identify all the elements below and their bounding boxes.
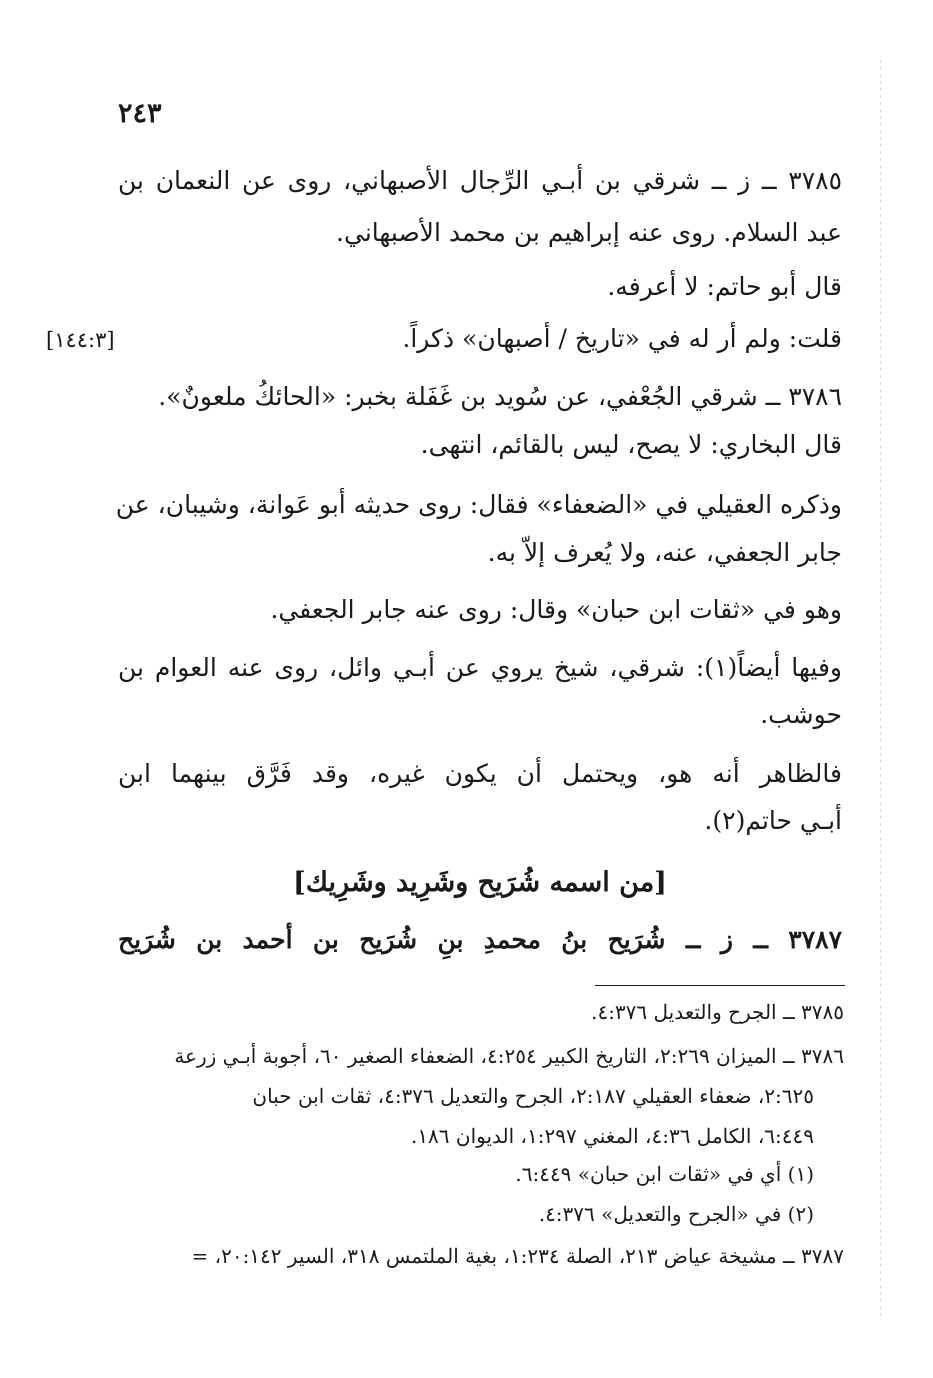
- entry-3786-bukhari: قال البخاري: لا يصح، ليس بالقائم، انتهى.: [420, 430, 842, 459]
- entry-3786-line-1: ٣٧٨٦ ــ شرقي الجُعْفي، عن سُويد بن غَفَلة بخبر: «الحائكُ ملعونٌ».: [158, 382, 842, 411]
- footnote-3785: ٣٧٨٥ ــ الجرح والتعديل ٤:٣٧٦.: [591, 1000, 844, 1024]
- footnote-3786-line-3: ٦:٤٤٩، الكامل ٤:٣٦، المغني ١:٢٩٧، الديوان ١٨٦.: [410, 1124, 814, 1148]
- entry-3786-ibn-hibban: وهو في «ثقات ابن حبان» وقال: روى عنه جابر الجعفي.: [270, 595, 842, 624]
- footnote-3786-line-2: ٢:٦٢٥، ضعفاء العقيلي ٢:١٨٧، الجرح والتعديل ٤:٣٧٦، ثقات ابن حبان: [252, 1084, 814, 1108]
- entry-3786-uqayli-2: جابر الجعفي، عنه، ولا يُعرف إلاّ به.: [487, 538, 842, 567]
- entry-3785-line-2: عبد السلام. روى عنه إبراهيم بن محمد الأصبهاني.: [336, 218, 842, 247]
- footnote-marker-1: (١) أي في «ثقات ابن حبان» ٦:٤٤٩.: [515, 1162, 814, 1186]
- footnote-rule: [595, 985, 845, 986]
- entry-3785-note: قلت: ولم أر له في «تاريخ / أصبهان» ذكراً.: [402, 324, 842, 353]
- footnote-3787: ٣٧٨٧ ــ مشيخة عياض ٢١٣، الصلة ١:٢٣٤، بغية الملتمس ٣١٨، السير ٢٠:١٤٢، =: [191, 1244, 844, 1268]
- entry-3786-also-1: وفيها أيضاً(١): شرقي، شيخ يروي عن أبـي وائل، روى عنه العوام بن: [118, 653, 843, 682]
- page-number: ٢٤٣: [118, 98, 162, 129]
- entry-3787-line-1: ٣٧٨٧ ــ ز ــ شُرَيح بنُ محمدِ بنِ شُرَيح بن أحمد بن شُرَيح: [118, 925, 842, 954]
- footnote-marker-2: (٢) في «الجرح والتعديل» ٤:٣٧٦.: [538, 1202, 814, 1226]
- entry-3785-line-1: ٣٧٨٥ ــ ز ــ شرقي بن أبـي الرِّجال الأصبهاني، روى عن النعمان بن: [118, 166, 842, 195]
- margin-reference: [١٤٤:٣]: [46, 328, 115, 352]
- entry-3785-abu-hatim: قال أبو حاتم: لا أعرفه.: [607, 272, 842, 301]
- page-edge-shadow: [880, 60, 881, 1320]
- entry-3786-apparent-1: فالظاهر أنه هو، ويحتمل أن يكون غيره، وقد فَرَّق بينهما ابن: [118, 759, 842, 788]
- entry-3786-uqayli-1: وذكره العقيلي في «الضعفاء» فقال: روى حديثه أبو عَوانة، وشيبان، عن: [115, 490, 842, 519]
- section-heading: [من اسمه شُرَيح وشَرِيد وشَرِيك]: [293, 867, 667, 898]
- entry-3786-apparent-2: أبـي حاتم(٢).: [704, 806, 842, 835]
- entry-3786-also-2: حوشب.: [760, 700, 842, 729]
- footnote-3786-line-1: ٣٧٨٦ ــ الميزان ٢:٢٦٩، التاريخ الكبير ٤:٢٥٤، الضعفاء الصغير ٦٠، أجوبة أبـي زرعة: [174, 1044, 844, 1068]
